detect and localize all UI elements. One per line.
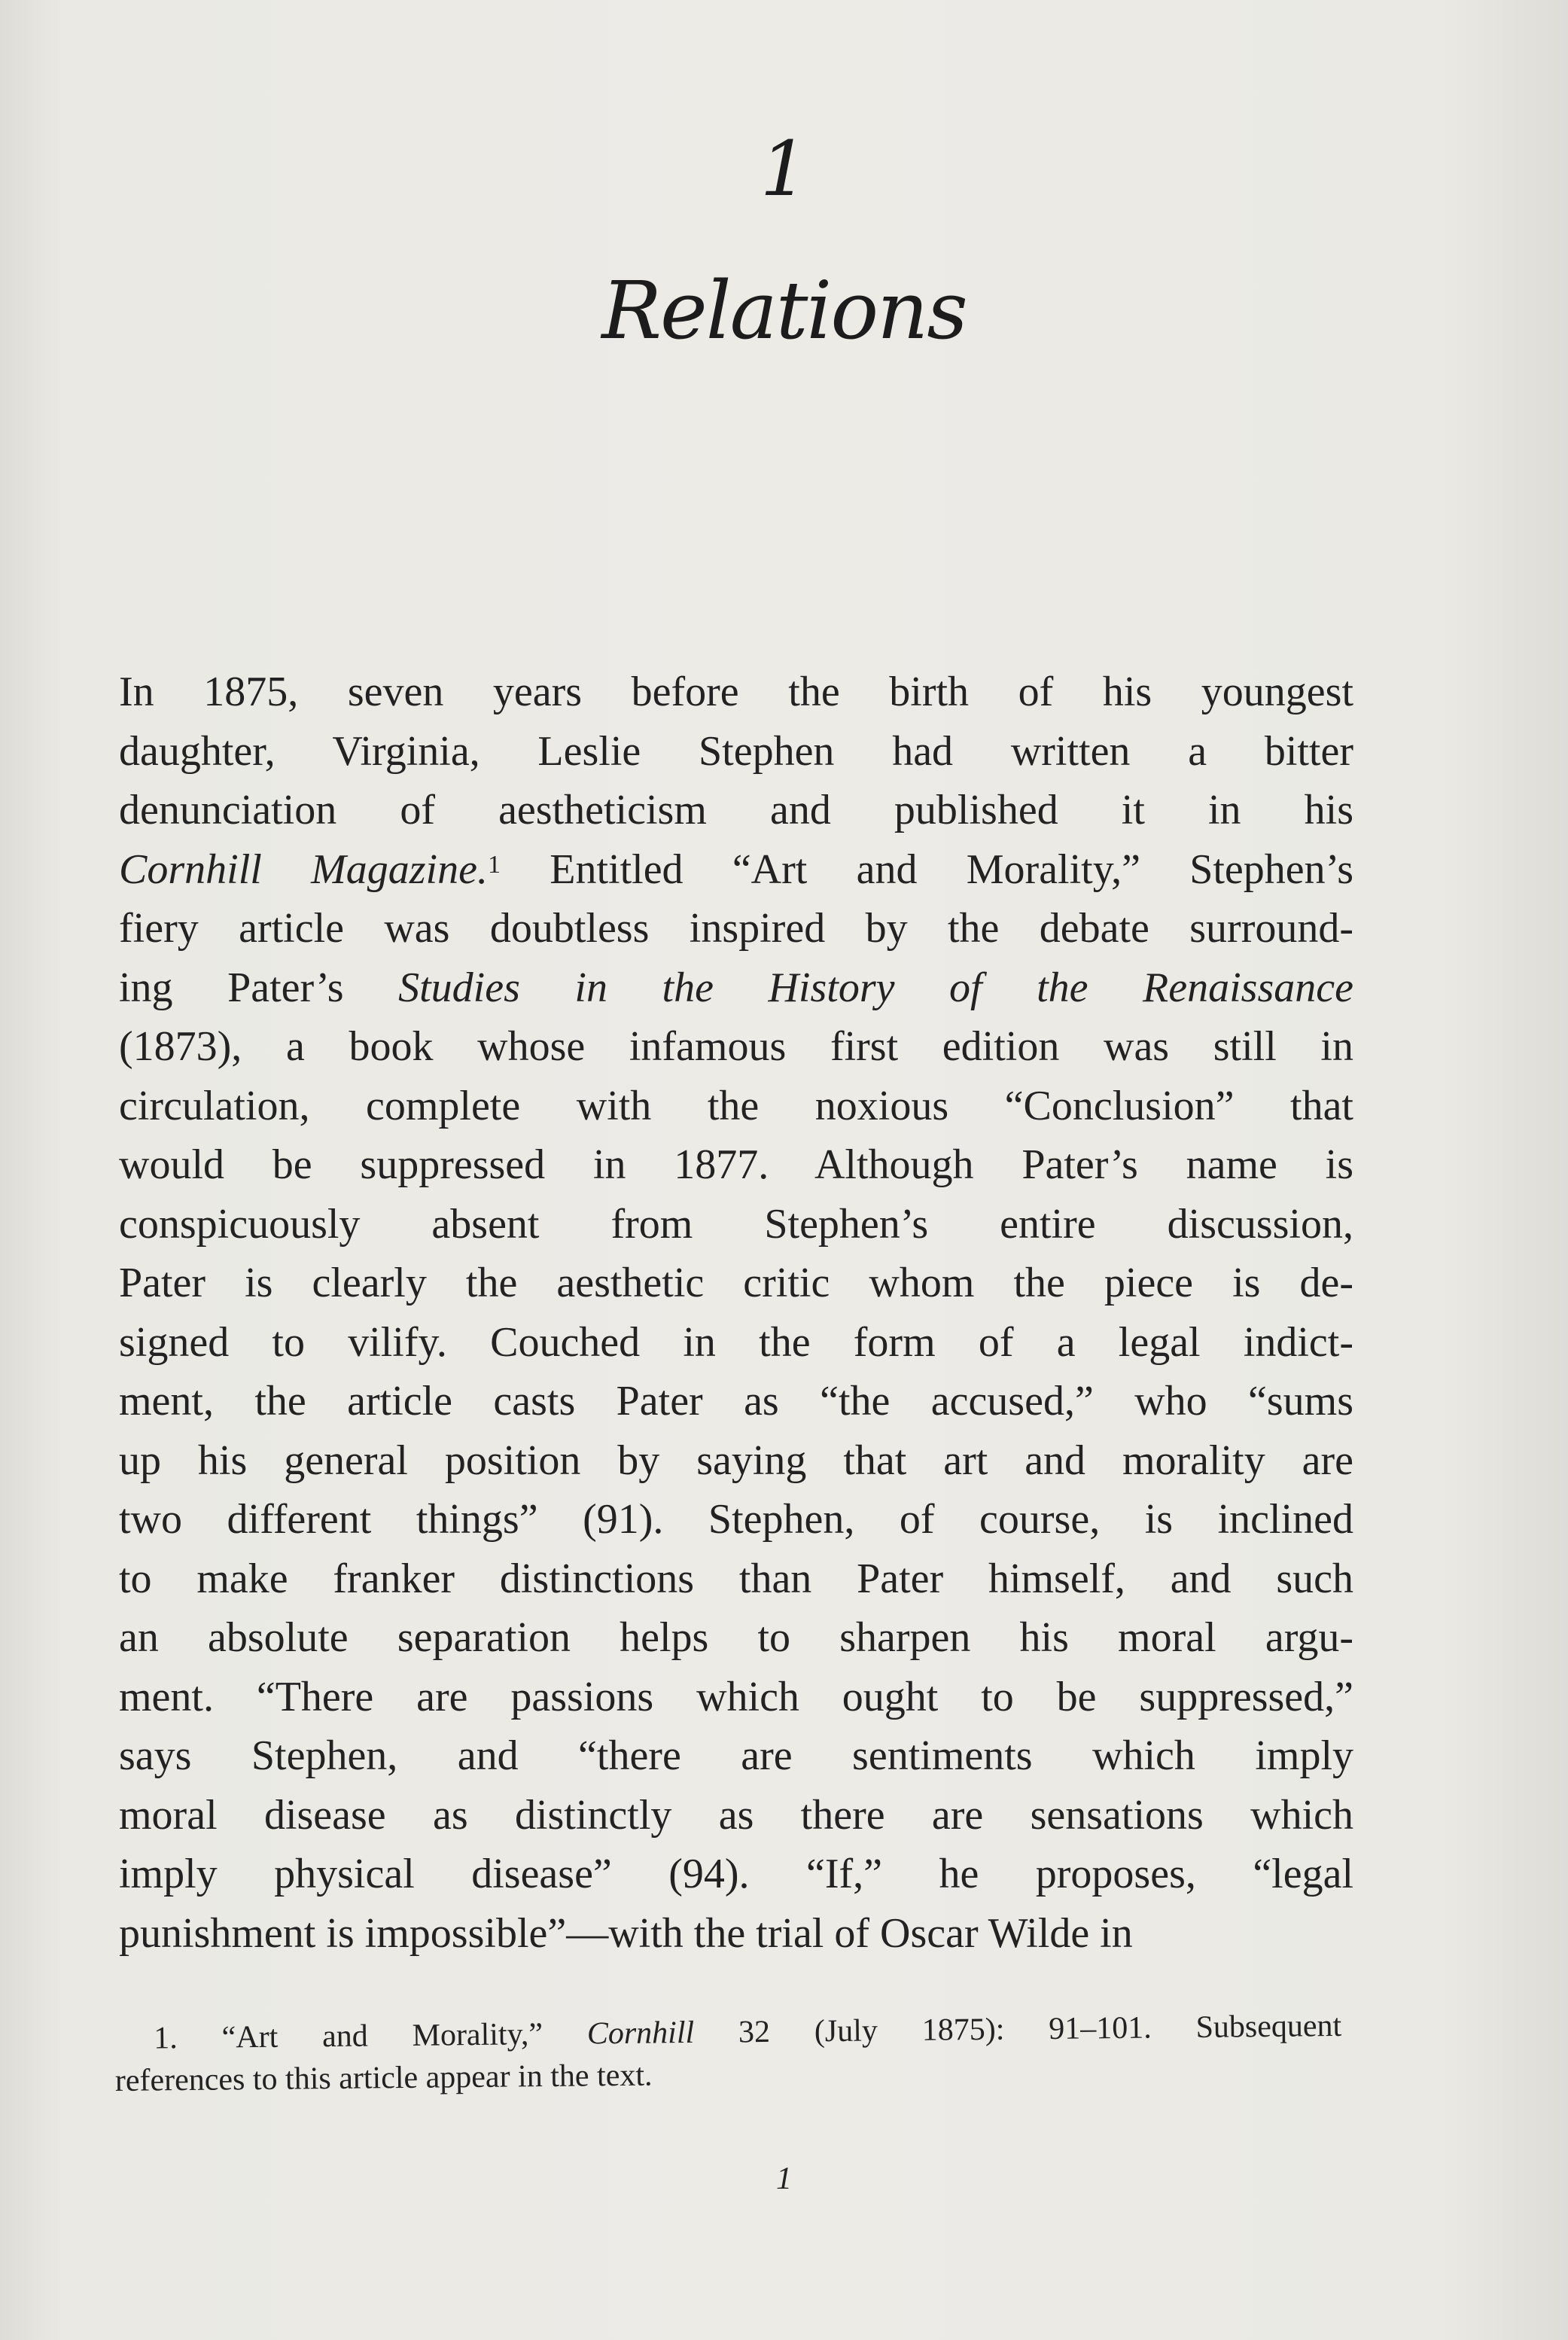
text-run: Entitled “Art and Morality,” Stephen’s xyxy=(500,846,1353,893)
text-run: conspicuously absent from Stephen’s entire discussion, xyxy=(119,1200,1353,1248)
body-line xyxy=(119,899,1353,958)
footnote-marker: 1 xyxy=(487,850,501,879)
body-line xyxy=(119,663,1353,722)
footnote xyxy=(114,2005,1342,2102)
text-run: Pater is clearly the aesthetic critic whom the piece is de- xyxy=(119,1260,1353,1306)
page-number: 1 xyxy=(776,2162,792,2196)
body-line xyxy=(119,781,1353,840)
body-line xyxy=(119,1195,1353,1254)
text-run: moral disease as distinctly as there are sensations which xyxy=(119,1791,1353,1839)
chapter-number: 1 xyxy=(760,125,808,213)
text-run: punishment is impossible”—with the trial of Oscar Wilde in xyxy=(119,1909,1133,1957)
text-run: an absolute separation helps to sharpen his moral argu- xyxy=(119,1614,1353,1661)
body-line xyxy=(119,1608,1353,1668)
text-run: signed to vilify. Couched in the form of a legal indict- xyxy=(119,1318,1353,1366)
text-run: ing Pater’s xyxy=(119,964,399,1011)
text-run: fiery article was doubtless inspired by the debate surround- xyxy=(119,905,1353,952)
text-run: In 1875, seven years before the birth of his youngest xyxy=(119,669,1353,715)
italic-text: Cornhill xyxy=(586,2015,695,2052)
text-run: two different things” (91). Stephen, of course, is inclined xyxy=(119,1496,1353,1543)
body-line xyxy=(119,1845,1353,1904)
body-line xyxy=(119,1135,1353,1195)
body-line xyxy=(119,722,1353,782)
text-run: circulation, complete with the noxious “Conclusion” that xyxy=(119,1082,1353,1129)
body-line xyxy=(119,958,1353,1018)
body-line xyxy=(119,1017,1353,1077)
text-run: would be suppressed in 1877. Although Pater’s name is xyxy=(119,1141,1353,1188)
body-line xyxy=(119,1904,1353,1964)
body-line xyxy=(119,1313,1353,1373)
text-run: 32 (July 1875): 91–101. Subsequent xyxy=(693,2008,1342,2050)
text-run: up his general position by saying that art and morality are xyxy=(119,1437,1353,1484)
body-line xyxy=(119,1786,1353,1845)
body-line xyxy=(119,840,1353,900)
text-run: 1. “Art and Morality,” xyxy=(154,2016,588,2056)
text-run: says Stephen, and “there are sentiments which imply xyxy=(119,1732,1353,1779)
body-line xyxy=(119,1077,1353,1136)
text-run: denunciation of aestheticism and published it in his xyxy=(119,787,1353,833)
text-run: references to this article appear in the text. xyxy=(114,2058,653,2098)
text-run: ment, the article casts Pater as “the accused,” who “sums xyxy=(119,1378,1353,1424)
text-run: imply physical disease” (94). “If,” he proposes, “legal xyxy=(119,1851,1353,1897)
body-line xyxy=(119,1254,1353,1313)
italic-text: Cornhill Magazine. xyxy=(119,846,488,893)
body-paragraph xyxy=(119,663,1353,1963)
body-line xyxy=(119,1431,1353,1491)
body-line xyxy=(119,1549,1353,1609)
text-run: (1873), a book whose infamous first edition was still in xyxy=(119,1023,1353,1070)
text-run: daughter, Virginia, Leslie Stephen had written a bitter xyxy=(119,727,1353,775)
body-line xyxy=(119,1726,1353,1786)
chapter-title: Relations xyxy=(601,264,967,357)
text-run: to make franker distinctions than Pater himself, and such xyxy=(119,1555,1353,1602)
text-run: ment. “There are passions which ought to be suppressed,” xyxy=(119,1673,1353,1720)
italic-text: Studies in the History of the Renaissance xyxy=(398,964,1353,1011)
body-line xyxy=(119,1668,1353,1727)
body-line xyxy=(119,1490,1353,1549)
body-line xyxy=(119,1372,1353,1431)
